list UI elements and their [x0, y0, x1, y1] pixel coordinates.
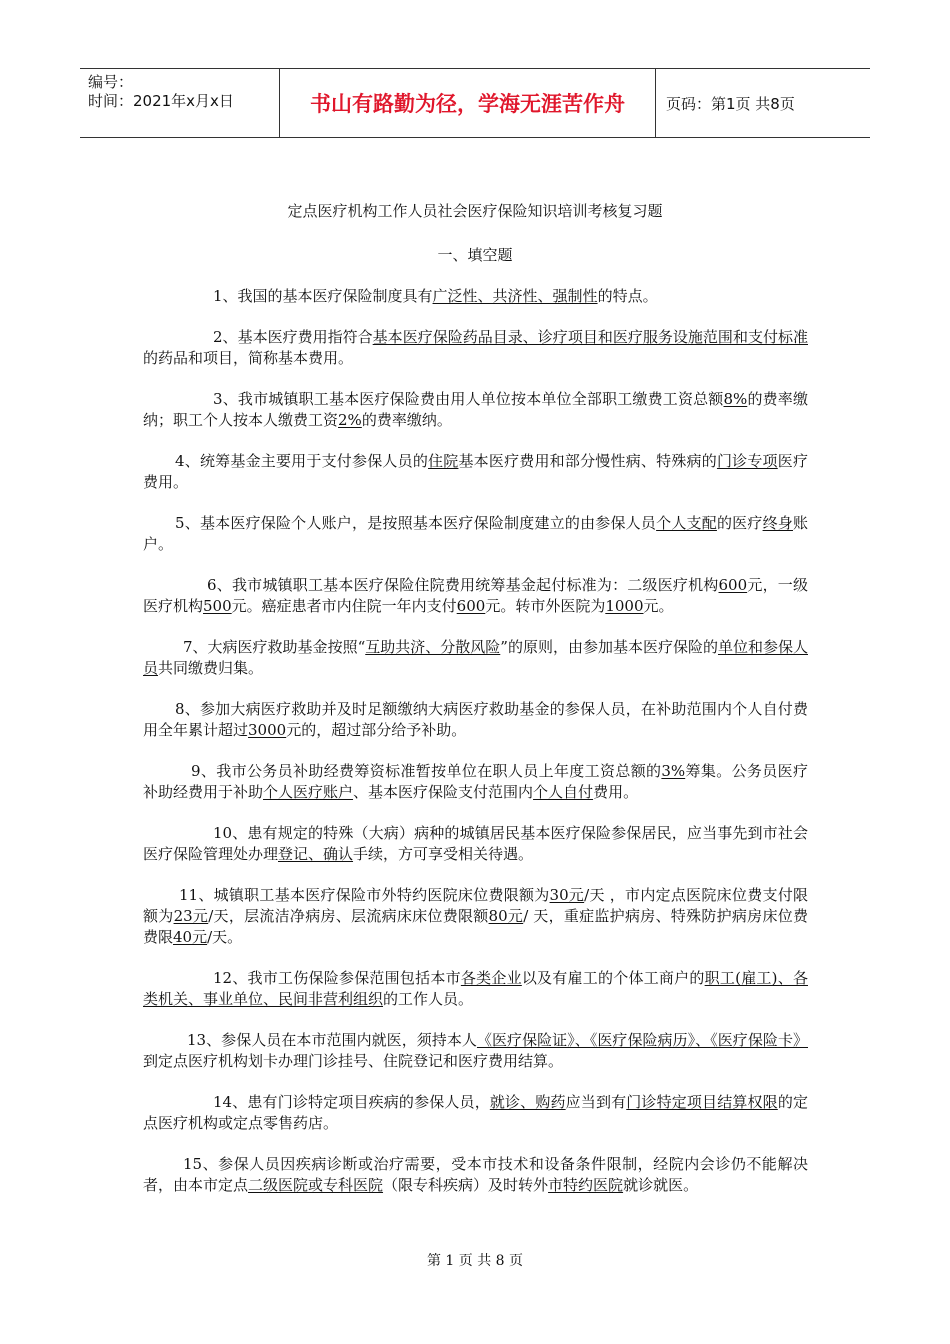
- answer-blank: 门诊专项: [716, 452, 778, 470]
- question-text: / 天，重症监护病房、特殊防护病房床位费费限: [143, 907, 809, 946]
- question-item: [143, 1154, 808, 1196]
- question-item: [143, 823, 808, 865]
- answer-blank: 600: [456, 597, 486, 615]
- question-item: [143, 286, 808, 307]
- answer-blank: 就诊、购药: [489, 1093, 566, 1111]
- answer-blank: 1000: [605, 597, 644, 615]
- question-text: 元。转市外医院为: [485, 597, 606, 615]
- question-text: 的工作人员。: [383, 990, 474, 1008]
- question-text: 13、参保人员在本市范围内就医，须持本人: [187, 1031, 477, 1049]
- answer-blank: 广泛性、共济性、强制性: [432, 287, 598, 305]
- question-text: 1、我国的基本医疗保险制度具有: [213, 287, 433, 305]
- page-footer: 第 1 页 共 8 页: [426, 1253, 524, 1269]
- question-text: 基本医疗费用和部分慢性病、特殊病的: [458, 452, 717, 470]
- question-text: 账户。: [143, 514, 808, 553]
- answer-blank: 3000: [248, 721, 287, 739]
- question-text: 就诊就医。: [623, 1176, 699, 1194]
- question-item: [143, 451, 808, 493]
- answer-blank: 个人医疗账户: [263, 783, 354, 801]
- question-text: 的特点。: [597, 287, 658, 305]
- question-text: 的医疗: [716, 514, 763, 532]
- document-title: 定点医疗机构工作人员社会医疗保险知识培训考核复习题: [287, 202, 663, 220]
- question-item: [143, 327, 808, 369]
- header-meta: [80, 69, 280, 137]
- question-text: 以及有雇工的个体工商户的: [521, 969, 705, 987]
- question-item: [143, 761, 808, 803]
- answer-blank: 80元: [488, 907, 524, 925]
- question-item: [143, 575, 808, 617]
- question-text: 15、参保人员因疾病诊断或治疗需要，受本市技术和设备条件限制，经院内会诊仍不能解决者，由本市定点: [143, 1155, 808, 1194]
- question-text: /天 ，市内定点医院床位费支付限额为: [143, 886, 808, 925]
- question-list: [143, 286, 808, 1216]
- question-text: ”的原则，由参加基本医疗保险的: [500, 638, 718, 656]
- answer-blank: 基本医疗保险药品目录、诊疗项目和医疗服务设施范围和支付标准: [372, 328, 808, 346]
- answer-blank: 职工(雇工)、各类机关、事业单位、民间非营利组织: [143, 969, 808, 1008]
- answer-blank: 各类企业: [460, 969, 522, 987]
- question-text: 14、患有门诊特定项目疾病的参保人员，: [213, 1093, 490, 1111]
- question-text: 的费率缴纳。: [361, 411, 452, 429]
- answer-blank: 二级医院或专科医院: [248, 1176, 384, 1194]
- answer-blank: 3%: [661, 762, 686, 780]
- question-text: 8、参加大病医疗救助并及时足额缴纳大病医疗救助基金的参保人员，在补助范围内个人自付费用全年累计超过: [143, 700, 808, 739]
- answer-blank: 终身: [762, 514, 793, 532]
- question-item: [143, 699, 808, 741]
- question-text: 7、大病医疗救助基金按照“: [183, 638, 366, 656]
- answer-blank: 600: [718, 576, 748, 594]
- question-text: 12、我市工伤保险参保范围包括本市: [213, 969, 461, 987]
- answer-blank: 23元: [173, 907, 209, 925]
- answer-blank: 500: [203, 597, 232, 615]
- answer-blank: 8%: [723, 390, 748, 408]
- answer-blank: 个人支配: [656, 514, 717, 532]
- answer-blank: 30元: [549, 886, 585, 904]
- question-text: 元。癌症患者市内住院一年内支付: [231, 597, 457, 615]
- answer-blank: 登记、确认: [278, 845, 354, 863]
- page-info: 页码：第1页 共8页: [666, 94, 795, 113]
- question-item: [143, 513, 808, 555]
- question-item: [143, 1092, 808, 1134]
- question-text: （限专科疾病）及时转外: [383, 1176, 549, 1194]
- question-text: /天，层流洁净病房、层流病床床位费限额: [208, 907, 489, 925]
- question-text: 、基本医疗保险支付范围内: [353, 783, 534, 801]
- answer-blank: 门诊特定项目结算权限: [626, 1093, 778, 1111]
- answer-blank: 单位和参保人员: [143, 638, 808, 677]
- time-label: 时间：2021年x月x日: [88, 92, 234, 110]
- question-text: 2、基本医疗费用指符合: [213, 328, 373, 346]
- question-text: 6、我市城镇职工基本医疗保险住院费用统筹基金起付标准为：二级医疗机构: [207, 576, 719, 594]
- question-item: [143, 637, 808, 679]
- question-text: 共同缴费归集。: [158, 659, 264, 677]
- question-text: 到定点医疗机构划卡办理门诊挂号、住院登记和医疗费用结算。: [143, 1052, 564, 1070]
- question-text: 3、我市城镇职工基本医疗保险费由用人单位按本单位全部职工缴费工资总额: [213, 390, 724, 408]
- question-text: 费用。: [593, 783, 639, 801]
- question-text: 4、统筹基金主要用于支付参保人员的: [175, 452, 429, 470]
- question-text: 5、基本医疗保险个人账户，是按照基本医疗保险制度建立的由参保人员: [175, 514, 657, 532]
- answer-blank: 40元: [173, 928, 208, 946]
- question-text: 的药品和项目，简称基本费用。: [143, 349, 354, 367]
- answer-blank: 《医疗保险证》、《医疗保险病历》、《医疗保险卡》: [476, 1031, 808, 1049]
- header-motto: 书山有路勤为径，学海无涯苦作舟: [280, 69, 656, 137]
- answer-blank: 2%: [338, 411, 362, 429]
- page-header: [80, 68, 870, 138]
- question-text: 医疗费用。: [143, 452, 808, 491]
- question-text: 元的，超过部分给予补助。: [286, 721, 467, 739]
- question-text: 手续，方可享受相关待遇。: [353, 845, 534, 863]
- section-heading: 一、填空题: [437, 246, 513, 264]
- question-text: 元，一级医疗机构: [143, 576, 808, 615]
- question-text: /天。: [207, 928, 243, 946]
- question-item: [143, 389, 808, 431]
- question-text: 10、患有规定的特殊（大病）病种的城镇居民基本医疗保险参保居民，应当事先到市社会医疗保险管理处办理: [143, 824, 808, 863]
- question-text: 11、城镇职工基本医疗保险市外特约医院床位费限额为: [179, 886, 550, 904]
- code-label: 编号：: [88, 73, 134, 91]
- question-text: 应当到有: [565, 1093, 627, 1111]
- question-text: 筹集。公务员医疗补助经费用于补助: [143, 762, 808, 801]
- question-text: 的定点医疗机构或定点零售药店。: [143, 1093, 808, 1132]
- answer-blank: 住院: [428, 452, 459, 470]
- question-item: [143, 885, 808, 948]
- question-item: [143, 1030, 808, 1072]
- question-text: 9、我市公务员补助经费筹资标准暂按单位在职人员上年度工资总额的: [191, 762, 662, 780]
- answer-blank: 市特约医院: [548, 1176, 624, 1194]
- question-item: [143, 968, 808, 1010]
- answer-blank: 个人自付: [533, 783, 594, 801]
- question-text: 元。: [643, 597, 674, 615]
- question-text: 的费率缴纳；职工个人按本人缴费工资: [143, 390, 808, 429]
- answer-blank: 互助共济、分散风险: [365, 638, 501, 656]
